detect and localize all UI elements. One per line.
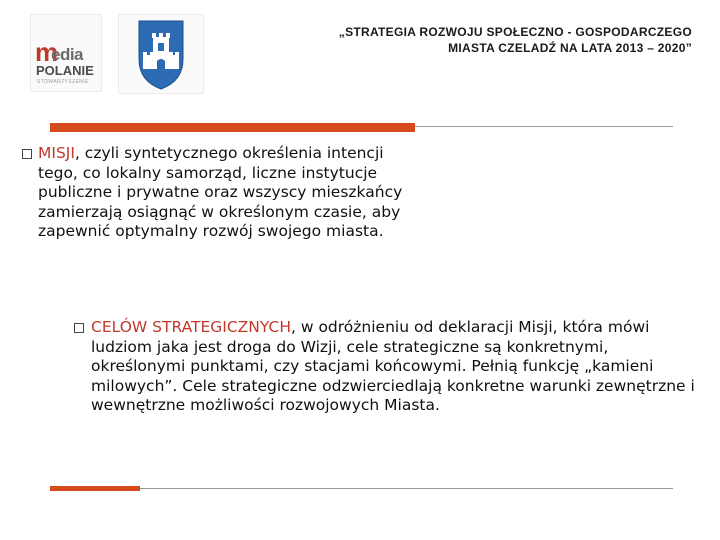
crest-icon	[119, 15, 203, 93]
stowarzyszenie-logo-word: STOWARZYSZENIE	[37, 79, 89, 85]
page-header-title	[212, 24, 692, 56]
header-title-line-1: „STRATEGIA ROZWOJU SPOŁECZNO - GOSPODARCZEGO	[338, 25, 692, 39]
footer-divider-line	[140, 488, 673, 489]
footer-accent-bar	[50, 486, 140, 491]
term-strategic-goals: CELÓW STRATEGICZNYCH	[91, 318, 291, 336]
media-logo-initial: m	[35, 37, 59, 67]
term-mission: MISJI	[38, 144, 75, 162]
czeladz-crest-logo	[118, 14, 204, 94]
header-divider-line	[415, 126, 673, 127]
media-logo-word: edia	[51, 45, 84, 64]
paragraph-mission	[38, 144, 418, 242]
paragraph-strategic-goals-text: , w odróżnieniu od deklaracji Misji, która mówi ludziom jaka jest droga do Wizji, cele strategiczne są konkretnymi, określonymi punktami, czy stacjami końcowymi. Pełnią funkcję „kamieni milowych”. Cele strategiczne odzwierciedlają konkretne warunki zewnętrzne i wewnętrzne możliwości rozwojowych Miasta.	[91, 318, 695, 414]
media-polanie-logo	[30, 14, 102, 92]
header-accent-bar	[50, 123, 415, 132]
paragraph-strategic-goals	[91, 318, 701, 416]
polanie-logo-word: POLANIE	[36, 63, 94, 78]
paragraph-mission-text: , czyli syntetycznego określenia intencji tego, co lokalny samorząd, liczne instytucje publiczne i prywatne oraz wszyscy mieszkańcy zamierzają osiągnąć w określonym czasie, aby zapewnić optymalny rozwój swojego miasta.	[38, 144, 403, 240]
bullet-square-icon	[74, 323, 84, 333]
bullet-square-icon	[22, 149, 32, 159]
header-title-line-2: MIASTA CZELADŹ NA LATA 2013 – 2020”	[448, 41, 692, 55]
